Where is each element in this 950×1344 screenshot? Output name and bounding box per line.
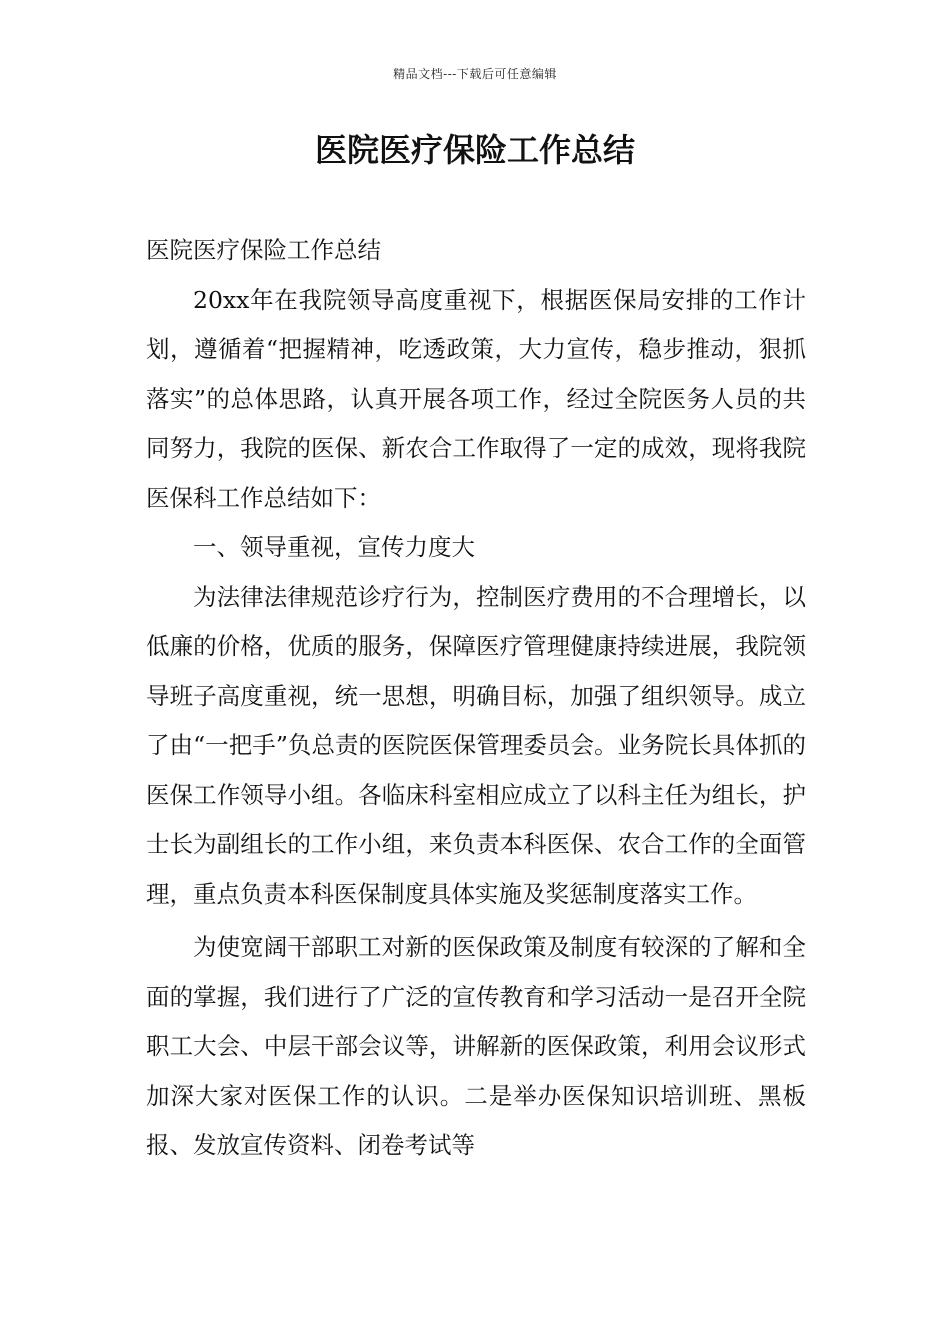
section-heading-1: 一、领导重视，宣传力度大 xyxy=(193,533,475,561)
document-title: 医院医疗保险工作总结 xyxy=(314,131,635,169)
paragraph-intro: 20xx年在我院领导高度重视下，根据医保局安排的工作计划，遵循着“把握精神，吃透政策，大力宣传，稳步推动，狠抓落实”的总体思路，认真开展各项工作，经过全院医务人员的共同努力，我院的医保、新农合工作取得了一定的成效，现将我院医保科工作总结如下： xyxy=(146,285,806,512)
header-note: 精品文档---下载后可任意编辑 xyxy=(393,67,557,81)
body-subtitle: 医院医疗保险工作总结 xyxy=(146,236,381,264)
paragraph-leadership: 为法律法律规范诊疗行为，控制医疗费用的不合理增长，以低廉的价格，优质的服务，保障医疗管理健康持续进展，我院领导班子高度重视，统一思想，明确目标，加强了组织领导。成立了由“一把手”负总责的医院医保管理委员会。业务院长具体抓的医保工作领导小组。各临床科室相应成立了以科主任为组长，护士长为副组长的工作小组，来负责本科医保、农合工作的全面管理，重点负责本科医保制度具体实施及奖惩制度落实工作。 xyxy=(146,582,806,908)
paragraph-publicity: 为使宽阔干部职工对新的医保政策及制度有较深的了解和全面的掌握，我们进行了广泛的宣传教育和学习活动一是召开全院职工大会、中层干部会议等，讲解新的医保政策，利用会议形式加深大家对医保工作的认识。二是举办医保知识培训班、黑板报、发放宣传资料、闭卷考试等 xyxy=(146,933,806,1159)
document-body xyxy=(146,226,806,1171)
